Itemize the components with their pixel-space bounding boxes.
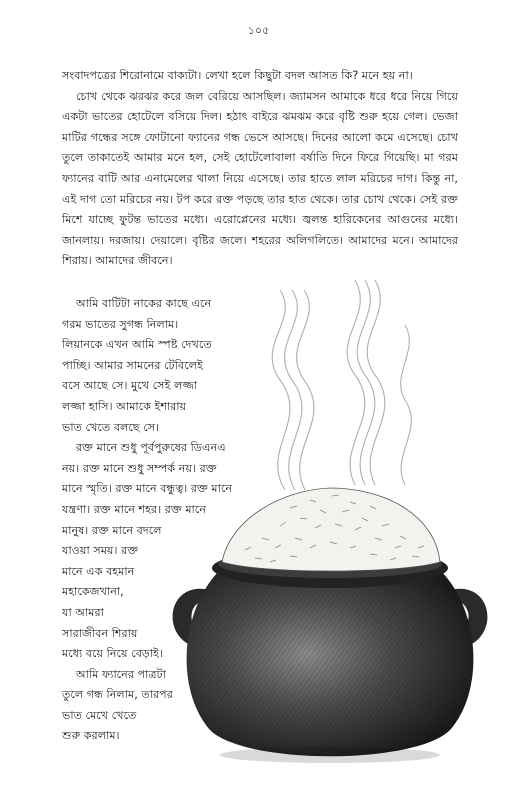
- text-line: মহাকেজখানা,: [62, 585, 124, 599]
- paragraph: সংবাদপত্রের শিরোনামে বাক্যটা। লেখা হলে কিছুটা বদল আসত কি? মনে হয় না।: [62, 69, 413, 82]
- text-line: মানে স্মৃতি। রক্ত মানে বন্ধুত্ব। রক্ত মানে: [62, 482, 233, 496]
- body-text: [62, 66, 458, 272]
- text-line: সারাজীবন শিরায়: [62, 626, 138, 640]
- text-line: মানুষ। রক্ত মানে বদলে: [62, 523, 162, 537]
- text-line: মধ্যে বয়ে নিয়ে বেড়াই।: [62, 647, 163, 661]
- text-line: তুলে গন্ধ নিলাম, তারপর: [62, 688, 173, 702]
- text-line: বসে আছে সে। মুখে সেই লজ্জা: [62, 379, 198, 393]
- text-line: লজ্জা হাসি। আমাকে ইশারায়: [62, 399, 187, 413]
- text-line: ভাত মেখে খেতে: [62, 708, 137, 722]
- text-line: লিয়ানকে এখন আমি স্পষ্ট দেখতে: [62, 338, 212, 352]
- text-line: নয়। রক্ত মানে শুধু সম্পর্ক নয়। রক্ত: [62, 461, 217, 475]
- text-line: যন্ত্রণা। রক্ত মানে শহর। রক্ত মানে: [62, 502, 206, 516]
- text-line: রক্ত মানে শুধু পূর্বপুরুষের ডিএনএ: [76, 441, 226, 455]
- text-line: যা আমরা: [62, 605, 104, 619]
- steam-lines: [272, 280, 411, 490]
- paragraph: চোখ থেকে ঝরঝর করে জল বেরিয়ে আসছিল। জ্যামসন আমাকে ধরে ধরে নিয়ে গিয়ে একটা ভাতের হোটেলে বসিয়ে দিল। হঠাৎ বাইরে ঝমঝম করে বৃষ্টি শুরু হয়ে গেল। ভেজা মাটির গন্ধের সঙ্গে ফোটানো ফ্যানের গন্ধ ভেসে আসছে। দিনের আলো কমে এসেছে। চোখ তুলে তাকাতেই আমার মনে হল, সেই হোটেলোবালা বর্ষাতি দিনে ফিরে গিয়েছি। মা গরম ফ্যানের বাটি আর এনামেলের থালা নিয়ে এসেছে। তার হাতে লাল মরিচের দাগ। কিন্তু না, এই দাগ তো মরিচের নয়। টপ করে রক্ত পড়ছে তার হাত থেকে। তার চোখ থেকে। সেই রক্ত মিশে যাচ্ছে ফুটন্ত ভাতের মধ্যে। এরোপ্লেনের মধ্যে। জ্বলন্ত হারিকেনের আগুনের মধ্যে। জানলায়। দরজায়। দেয়ালে। বৃষ্টির জলে। শহরের অলিগলিতে। আমাদের মনে। আমাদের শিরায়। আমাদের জীবনে।: [62, 89, 458, 268]
- text-line: পাচ্ছি। আমার সামনের টেবিলেই: [62, 358, 203, 372]
- text-line: যাওয়া সময়। রক্ত: [62, 544, 139, 558]
- text-line: গরম ভাতের সুগন্ধ নিলাম।: [62, 317, 179, 331]
- rice-mound: [222, 488, 440, 571]
- text-line: শুরু করলাম।: [62, 729, 120, 743]
- text-line: ভাত খেতে বলছে সে।: [62, 420, 160, 434]
- text-line: আমি বাটিটা নাকের কাছে এনে: [76, 297, 212, 310]
- rice-pot-illustration: [150, 250, 510, 780]
- text-line: আমি ফ্যানের পাত্রটা: [76, 667, 166, 681]
- text-line: মানে এক বহমান: [62, 564, 135, 578]
- page-number: ১০৫: [247, 24, 270, 37]
